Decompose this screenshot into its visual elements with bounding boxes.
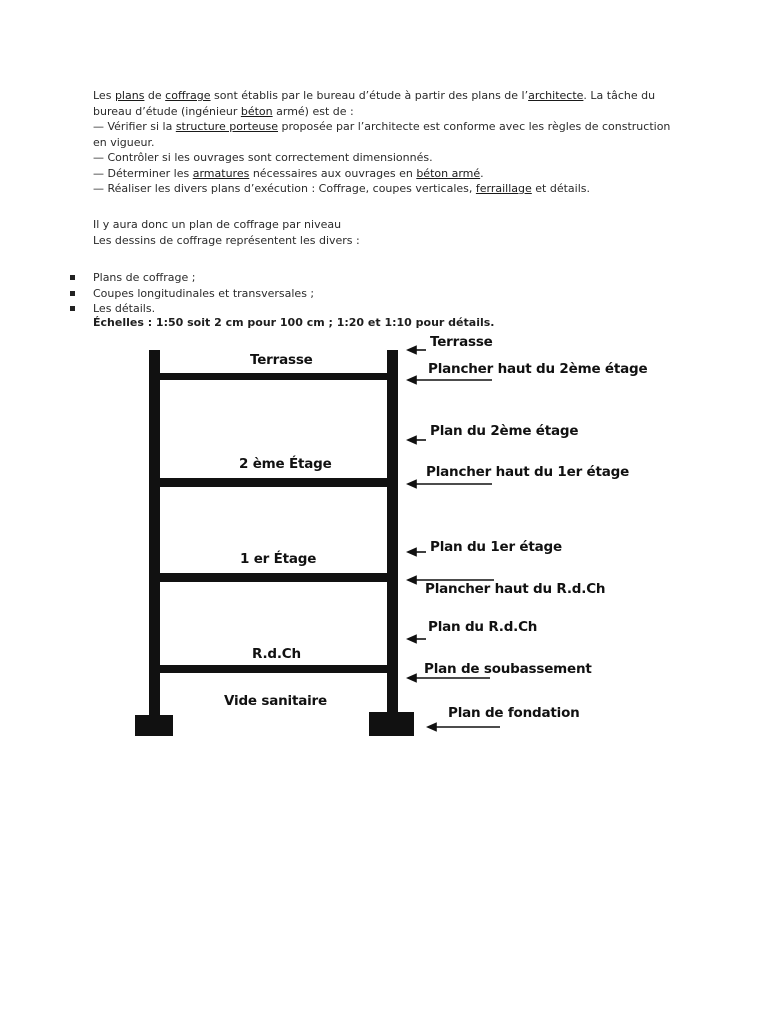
diagram-drawing [90,332,680,742]
arrow-head-icon [408,481,416,488]
task-verify [93,119,683,150]
scale-note: Échelles : 1:50 soit 2 cm pour 100 cm ; 1:20 et 1:10 pour détails. [93,316,495,329]
arrow-head-icon [408,549,416,556]
list-item-text: Plans de coffrage ; [93,271,196,284]
label-plan-rdch: Plan du R.d.Ch [428,619,538,635]
label-plancher-haut-2: Plancher haut du 2ème étage [428,361,648,377]
text-span: — Déterminer les [93,166,193,180]
left-column [149,350,160,720]
square-bullet-icon [70,291,75,296]
text-span: armé) est de : [272,104,354,118]
link-beton-arme[interactable]: béton armé [416,166,481,180]
slab-1st-floor [160,573,387,582]
link-architecte[interactable]: architecte [528,89,584,102]
slab-terrasse [160,373,387,380]
task-realize [93,181,683,197]
arrow-head-icon [428,724,436,731]
label-plan-2: Plan du 2ème étage [430,423,579,439]
link-coffrage[interactable]: coffrage [165,89,211,102]
text-span: Les [93,89,115,102]
square-bullet-icon [70,306,75,311]
intro-text [93,88,683,119]
link-ferraillage[interactable]: ferraillage [475,182,532,195]
label-plan-soubassement: Plan de soubassement [424,661,592,677]
text-span: proposée par l’architecte est conforme avec les règles de construction en vigueur. [93,120,671,149]
arrow-head-icon [408,675,416,682]
arrow-head-icon [408,377,416,384]
slab-2nd-floor [160,478,387,487]
arrow-head-icon [408,437,416,444]
second-paragraph [93,217,683,248]
text-span: — Réaliser les divers plans d’exécution : Coffrage, coupes verticales, [93,182,476,195]
list-item [70,270,690,286]
list-item-text: Coupes longitudinales et transversales ; [93,286,315,300]
bullet-list [70,270,690,317]
right-footing [369,712,414,736]
label-rdch: R.d.Ch [252,646,301,662]
label-vide-sanitaire: Vide sanitaire [224,693,327,709]
text-span: sont établis par le bureau d’étude à partir des plans de l’ [210,89,529,102]
left-footing [135,715,173,736]
link-armatures[interactable]: armatures [192,166,250,180]
list-item [70,286,690,302]
arrow-head-icon [408,636,416,643]
label-2nd-floor: 2 ème Étage [239,456,332,472]
square-bullet-icon [70,275,75,280]
text-span: . [480,166,484,180]
right-column [387,350,398,720]
para2-line2: Les dessins de coffrage représentent les divers : [93,233,360,247]
arrow-head-icon [408,577,416,584]
label-plan-fondation: Plan de fondation [448,705,580,721]
link-plans[interactable]: plans [114,89,145,102]
text-span: et détails. [531,182,591,195]
link-beton[interactable]: béton [240,104,273,118]
task-determine [93,166,683,182]
label-arrow-terrasse: Terrasse [430,334,493,350]
task-control: — Contrôler si les ouvrages sont correctement dimensionnés. [93,151,433,164]
label-plan-1: Plan du 1er étage [430,539,562,555]
text-span: nécessaires aux ouvrages en [249,166,417,180]
label-terrasse-inside: Terrasse [250,352,313,368]
list-item-text: Les détails. [93,302,156,315]
label-plancher-haut-1: Plancher haut du 1er étage [426,464,630,480]
para2-line1: Il y aura donc un plan de coffrage par niveau [93,218,342,231]
building-section-diagram [90,332,680,742]
label-1st-floor: 1 er Étage [240,551,317,567]
text-span: — Vérifier si la [93,120,176,133]
label-plancher-haut-rdch: Plancher haut du R.d.Ch [425,581,606,597]
intro-paragraph [93,88,683,197]
slab-rdch [160,665,387,673]
list-item [70,301,690,317]
arrow-head-icon [408,347,416,354]
text-span: . La tâche du bureau d’étude (ingénieur [93,89,656,118]
text-span: de [144,89,166,102]
link-structure-porteuse[interactable]: structure porteuse [175,120,279,133]
